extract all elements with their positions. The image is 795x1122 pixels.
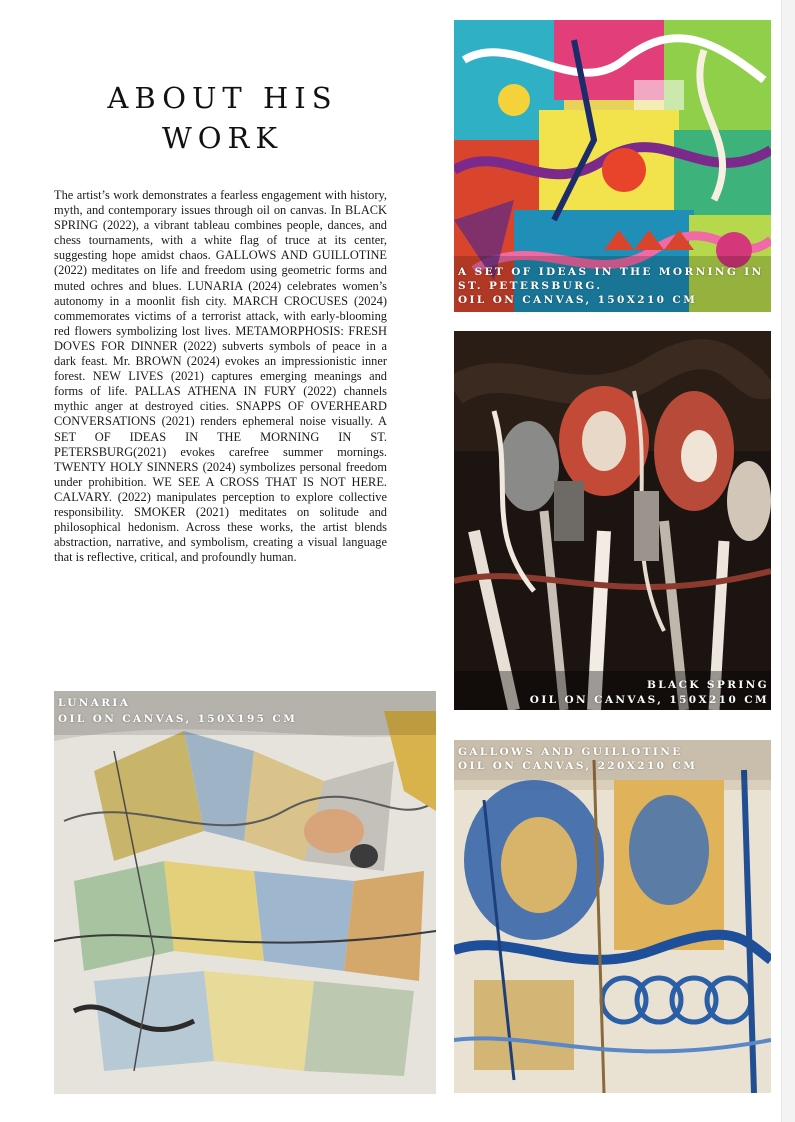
about-paragraph: The artist’s work demonstrates a fearless engagement with history, myth, and contemporary issues through oil on canvas. In BLACK SPRING (2022), a vibrant tableau combines people, dances, and chess tournaments, with a white flag of truce at its center, suggesting hope amidst chaos. GALLOWS AND GUILLOTINE (2022) meditates on life and freedom using geometric forms and muted ochres and blues. LUNARIA (2024) celebrates women’s autonomy in a moonlit fish city. MARCH CROCUSES (2024) commemorates victims of a terrorist attack, with early-blooming red flowers symbolizing lost lives. METAMORPHOSIS: FRESH DOVES FOR DINNER (2022) subverts symbols of peace in a dark feast. Mr. BROWN (2024) evokes an impressionistic inner forest. NEW LIVES (2021) captures emerging meanings and forms of life. PALLAS ATHENA IN FURY (2022) channels mythic anger at destroyed cities. SNAPPS OF OVERHEARD CONVERSATIONS (2021) renders ephemeral noise visually. A SET OF IDEAS IN THE MORNING IN ST. PETERSBURG(2021) evokes carefree summer mornings. TWENTY HOLY SINNERS (2024) symbolizes personal freedom under prohibition. WE SEE A CROSS THAT IS NOT HERE. CALVARY. (2022) manipulates perception to explore collective responsibility. SMOKER (2021) meditates on solitude and philosophical hedonism. Across these works, the artist blends abstraction, narrative, and symbolism, creating a visual language that is reflective, critical, and profoundly human. [54, 188, 387, 565]
caption-black-line1: BLACK SPRING [646, 679, 769, 691]
caption-ideas-line3: OIL ON CANVAS, 150X210 CM [458, 294, 698, 306]
artwork-ideas-morning [454, 20, 771, 312]
artwork-lunaria-image [54, 691, 436, 1094]
title-line-2: WORK [161, 121, 284, 155]
caption-gallows-line2: OIL ON CANVAS, 220X210 CM [458, 760, 698, 772]
artwork-gallows-guillotine [454, 740, 771, 1093]
caption-gallows-line1: GALLOWS AND GUILLOTINE [458, 746, 683, 758]
caption-lunaria-line1: LUNARIA [58, 697, 131, 709]
caption-ideas-line1: A SET OF IDEAS IN THE MORNING IN [458, 266, 764, 278]
page-edge [781, 0, 795, 1122]
page-title [60, 78, 385, 158]
caption-ideas-line2: ST. PETERSBURG. [458, 280, 603, 292]
artwork-black-spring-image [454, 331, 771, 710]
caption-black-line2: OIL ON CANVAS, 150X210 CM [529, 694, 769, 706]
artwork-lunaria [54, 691, 436, 1094]
caption-lunaria-line2: OIL ON CANVAS, 150X195 CM [58, 713, 298, 725]
title-line-1: ABOUT HIS [107, 81, 338, 115]
artwork-gallows-image [454, 740, 771, 1093]
artwork-black-spring [454, 331, 771, 710]
